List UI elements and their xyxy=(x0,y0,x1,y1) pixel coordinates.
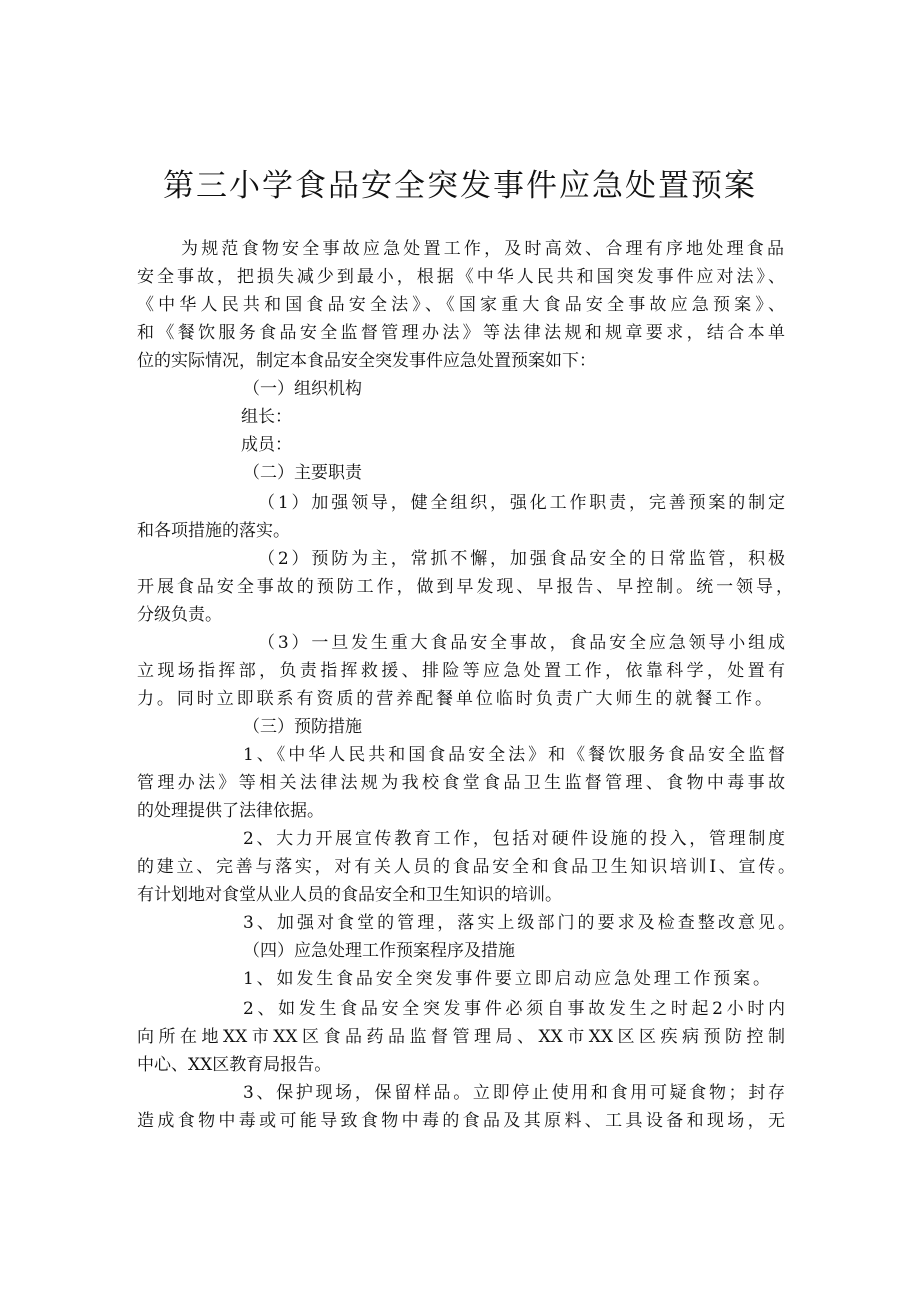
duty-1-line-2: 和各项措施的落实。 xyxy=(137,521,290,541)
intro-line-4: 和《餐饮服务食品安全监督管理办法》等法律法规和规章要求，结合本单 xyxy=(137,323,785,343)
emergency-2-line-3: 中心、XX区教育局报告。 xyxy=(137,1055,332,1075)
section-heading-emergency: （四）应急处理工作预案程序及措施 xyxy=(243,941,515,961)
emergency-3-line-2: 造成食物中毒或可能导致食物中毒的食品及其原料、工具设备和现场，无 xyxy=(137,1111,785,1131)
leader-label: 组长： xyxy=(241,407,292,427)
emergency-2-line-1: 2、如发生食品安全突发事件必须自事故发生之时起2小时内 xyxy=(243,999,785,1019)
duty-2-line-3: 分级负责。 xyxy=(137,605,222,625)
duty-3-line-2: 立现场指挥部，负责指挥救援、排险等应急处置工作，依靠科学，处置有 xyxy=(137,661,785,681)
prevention-2-line-2: 的建立、完善与落实，对有关人员的食品安全和食品卫生知识培训I、宣传。 xyxy=(137,857,795,877)
emergency-3-line-1: 3、保护现场，保留样品。立即停止使用和食用可疑食物；封存 xyxy=(243,1083,785,1103)
section-heading-responsibilities: （二）主要职责 xyxy=(243,463,362,483)
prevention-1-line-1: 1、《中华人民共和国食品安全法》和《餐饮服务食品安全监督 xyxy=(243,745,785,765)
intro-line-2: 安全事故，把损失减少到最小，根据《中华人民共和国突发事件应对法》、 xyxy=(137,267,785,287)
prevention-1-line-2: 管理办法》等相关法律法规为我校食堂食品卫生监督管理、食物中毒事故 xyxy=(137,773,785,793)
section-heading-organization: （一）组织机构 xyxy=(243,379,362,399)
duty-3-line-1: （3）一旦发生重大食品安全事故，食品安全应急领导小组成 xyxy=(258,633,785,653)
prevention-1-line-3: 的处理提供了法律依据。 xyxy=(137,801,324,821)
intro-line-3: 《中华人民共和国食品安全法》、《国家重大食品安全事故应急预案》、 xyxy=(137,295,785,315)
duty-2-line-1: （2）预防为主，常抓不懈，加强食品安全的日常监管，积极 xyxy=(258,549,785,569)
members-label: 成员： xyxy=(241,435,292,455)
section-heading-prevention: （三）预防措施 xyxy=(243,717,362,737)
intro-line-1: 为规范食物安全事故应急处置工作，及时高效、合理有序地处理食品 xyxy=(181,239,784,259)
duty-1-line-1: （1）加强领导，健全组织，强化工作职责，完善预案的制定 xyxy=(258,493,785,513)
duty-3-line-3: 力。同时立即联系有资质的营养配餐单位临时负责广大师生的就餐工作。 xyxy=(137,689,772,709)
document-title: 第三小学食品安全突发事件应急处置预案 xyxy=(163,168,757,204)
prevention-2-line-3: 有计划地对食堂从业人员的食品安全和卫生知识的培训。 xyxy=(137,885,562,905)
prevention-3-line-1: 3、加强对食堂的管理，落实上级部门的要求及检查整改意见。 xyxy=(243,913,795,933)
emergency-1-line-1: 1、如发生食品安全突发事件要立即启动应急处理工作预案。 xyxy=(243,969,770,989)
prevention-2-line-1: 2、大力开展宣传教育工作，包括对硬件设施的投入，管理制度 xyxy=(243,829,785,849)
emergency-2-line-2: 向所在地XX市XX区食品药品监督管理局、XX市XX区区疾病预防控制 xyxy=(137,1027,785,1047)
intro-line-5: 位的实际情况，制定本食品安全突发事件应急处置预案如下： xyxy=(137,351,596,371)
duty-2-line-2: 开展食品安全事故的预防工作，做到早发现、早报告、早控制。统一领导， xyxy=(137,577,793,597)
